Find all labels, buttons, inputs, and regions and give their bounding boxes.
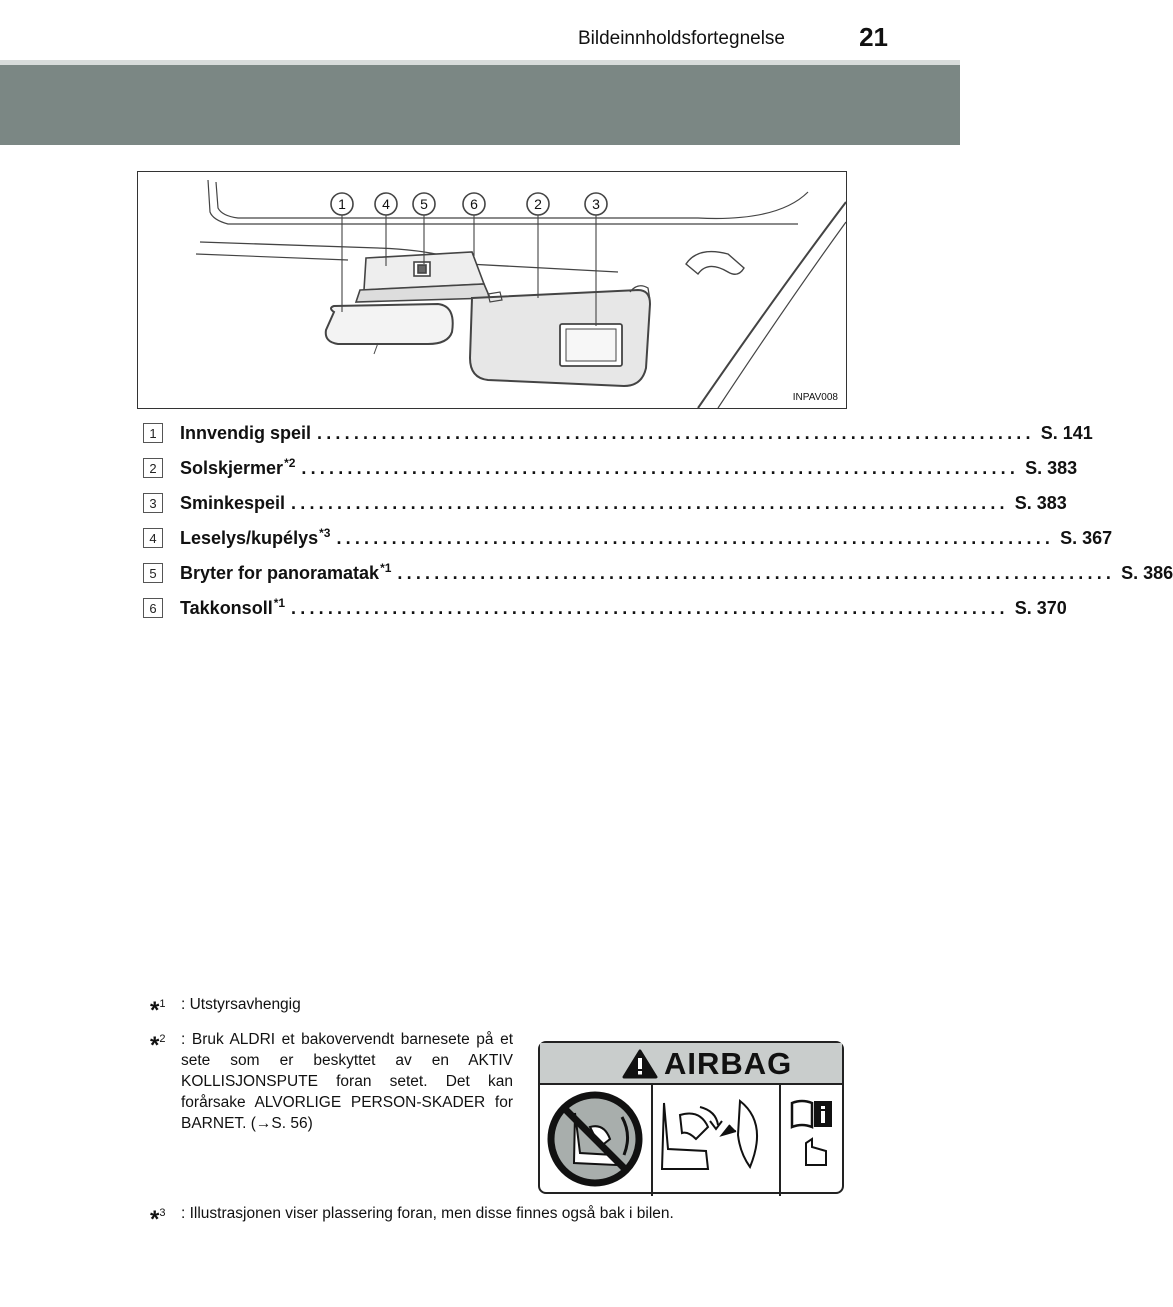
footnote-ref: *1 (273, 595, 286, 610)
item-label: Innvendig speil (180, 422, 312, 443)
page-reference[interactable]: S. 383 (1025, 457, 1078, 478)
item-number: 4 (143, 528, 163, 548)
list-item (143, 595, 1067, 621)
dot-leader: .............................................................................. (336, 527, 1055, 548)
footnote-marker: *$^2$ (150, 1032, 166, 1059)
page-reference[interactable]: S. 370 (1014, 597, 1067, 618)
illustration-drawing (138, 172, 848, 410)
dot-leader: .............................................................................. (291, 492, 1009, 513)
gray-band (0, 65, 960, 145)
warning-triangle-icon (624, 1051, 656, 1077)
item-number: 3 (143, 493, 163, 513)
page-reference[interactable]: S. 383 (1014, 492, 1067, 513)
item-label: Leselys/kupélys$^{*3}$ (180, 525, 331, 548)
child-seat-airbag-icon (662, 1101, 757, 1169)
callout-3: 3 (592, 196, 600, 212)
airbag-warning-label (538, 1041, 844, 1194)
item-number: 1 (143, 423, 163, 443)
dot-leader: .............................................................................. (291, 597, 1009, 618)
read-manual-icon (792, 1101, 832, 1165)
item-label: Sminkespeil (180, 492, 286, 513)
footnote-ref: *2 (284, 455, 296, 470)
list-item (143, 420, 1093, 446)
footnote-text: : Bruk ALDRI et bakovervendt barnesete på et sete som er beskyttet av en AKTIV KOLLISJONSPUTE foran setet. Det kan forårsake ALVORLIGE PERSON-SKADER for BARNET. (→S. 56) (181, 1031, 513, 1132)
item-label: Solskjermer$^{*2}$ (180, 455, 296, 478)
airbag-label-drawing (540, 1043, 846, 1196)
callout-2: 2 (534, 196, 542, 212)
footnote-marker: *$^3$ (150, 1206, 166, 1233)
list-item (143, 525, 1113, 551)
callout-4: 4 (382, 196, 390, 212)
no-rear-facing-child-seat-icon (551, 1095, 639, 1183)
list-item (143, 455, 1078, 481)
dot-leader: .............................................................................. (397, 562, 1116, 583)
item-number: 6 (143, 598, 163, 618)
callout-1: 1 (338, 196, 346, 212)
footnote-ref: *3 (319, 525, 331, 540)
list-item (143, 560, 1173, 586)
footnote-ref: *1 (380, 560, 392, 575)
interior-ceiling-illustration (137, 171, 847, 409)
footnote-text: : Utstyrsavhengig (181, 996, 301, 1013)
section-title: Bildeinnholdsfortegnelse (577, 28, 785, 49)
item-label: Takkonsoll$^{*1}$ (180, 595, 286, 618)
airbag-title: AIRBAG (664, 1046, 793, 1081)
footnote-text: : Illustrasjonen viser plassering foran, men disse finnes også bak i bilen. (181, 1205, 674, 1222)
page-header (0, 0, 960, 62)
dot-leader: .............................................................................. (317, 422, 1035, 443)
item-number: 5 (143, 563, 163, 583)
page-reference[interactable]: S. 141 (1040, 422, 1093, 443)
footnote-marker: *$^1$ (150, 997, 166, 1024)
page-number: 21 (859, 22, 888, 52)
figure-code: INPAV008 (792, 392, 838, 403)
page-reference[interactable]: S. 367 (1060, 527, 1113, 548)
dot-leader: .............................................................................. (301, 457, 1020, 478)
callout-6: 6 (470, 196, 478, 212)
item-label: Bryter for panoramatak$^{*1}$ (180, 560, 392, 583)
item-number: 2 (143, 458, 163, 478)
callout-5: 5 (420, 196, 428, 212)
page-reference[interactable]: S. 386 (1121, 562, 1173, 583)
list-item (143, 490, 1067, 516)
